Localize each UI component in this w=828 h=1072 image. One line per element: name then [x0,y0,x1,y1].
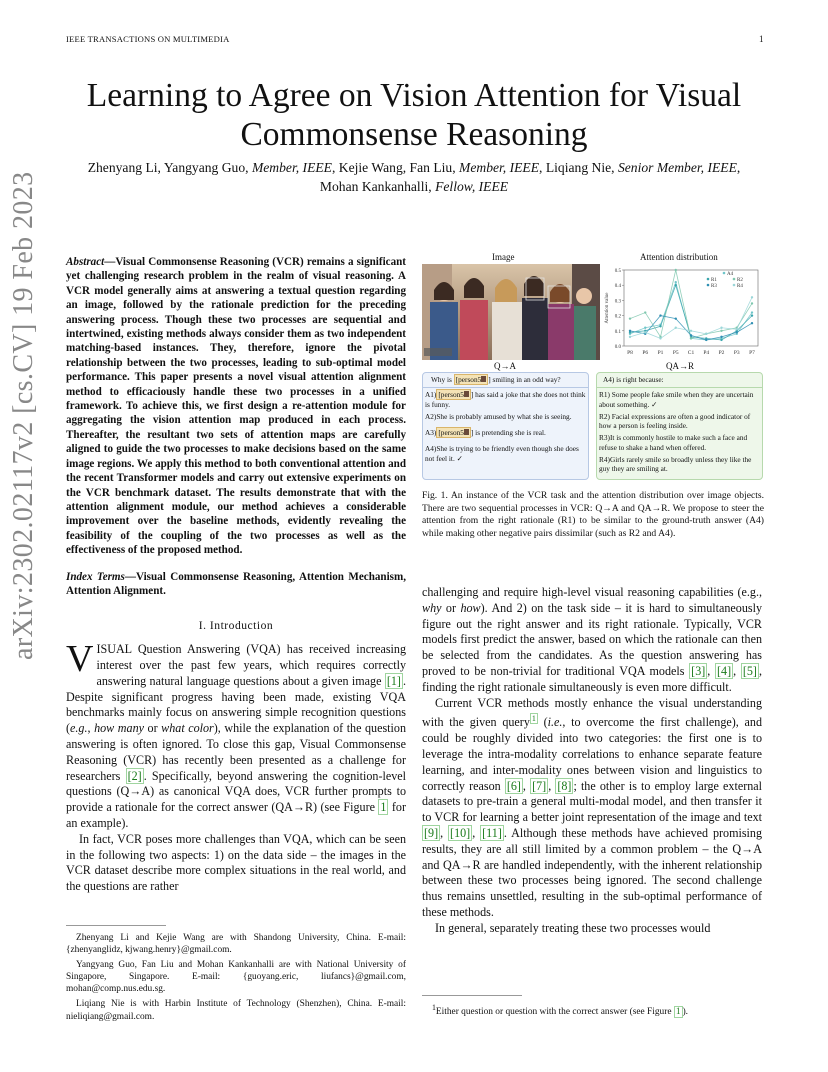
text: , finding the right rationale simultaneously is even more difficult. [422,663,762,694]
person-tag [454,374,489,385]
drop-cap: V [66,638,94,681]
person-tag-text: [person5 [438,428,464,438]
data-point-r3 [659,314,661,316]
data-point-r4 [644,331,646,333]
rationale-text: Some people fake smile when they are uncertain about something. ✓ [599,390,754,409]
legend-marker [707,278,710,281]
data-point-r3 [690,334,692,336]
rationale-id: R1) [599,390,610,400]
qa-r-label: QA→R [666,361,695,371]
figure-link[interactable]: 1 [380,800,387,815]
author-membership: Fellow, IEEE [435,179,509,194]
data-point-r2 [675,269,677,271]
question-line [423,373,588,388]
rationale-option[interactable] [597,433,762,452]
person-thumb-icon [464,429,469,435]
figure-caption [422,490,764,540]
caption-label: Fig. 1. [422,490,448,501]
text: ; the other is to employ large external datasets to pre-train a general multi-modal model, and then transfer it to VCR for learning a better joint representation of the image and text [422,778,763,825]
citation-link[interactable]: [10] [450,825,471,840]
footnote-divider [66,925,166,926]
data-point-a4 [644,327,646,329]
abstract-label: Abstract [66,256,105,268]
x-tick-label: P3 [733,350,740,356]
text: how many [94,721,144,736]
section-title: I. Introduction [198,619,274,633]
data-point-r4 [675,327,677,329]
author-membership: Member, IEEE [251,160,332,175]
data-point-r3 [629,330,631,332]
legend-marker [733,278,736,281]
data-point-r1 [751,314,753,316]
data-point-r3 [705,339,707,341]
text: , [707,663,716,678]
text: ( [537,715,548,730]
legend-label: R3 [711,283,717,289]
data-point-r2 [720,330,722,332]
scene-photo [422,264,600,360]
citation-link[interactable]: [6] [506,778,521,793]
rationale-id: R3) [599,433,610,443]
text: ISUAL Question Answering (VQA) has received increasing interest over the past few years, which requires correctly answering natural language questions about a given image [96,642,406,688]
page-number: 1 [759,34,764,44]
index-terms-text: —Visual Commonsense Reasoning, Attention Mechanism, Attention Alignment. [66,570,406,597]
body-paragraph [422,696,762,921]
person-thumb-icon [481,376,486,382]
text: ). And 2) on the task side – it is hard to simultaneously figure out the right answer and its right rationale. Typically, VCR models first predict the answer, based on which the rationale can then be selected from the candidates. As the question answering has proved to be non-trivial for traditional VQA models [422,600,763,678]
x-tick-label: P8 [627,350,633,356]
paper-title: Learning to Agree on Vision Attention for Visual Commonsense Reasoning [86,77,742,153]
y-tick-label: 0.3 [614,299,621,305]
author-membership: Member, IEEE [459,160,540,175]
text: , [472,825,481,840]
footnote: Zhenyang Li and Kejie Wang are with Shandong University, China. E-mail: {zhenyanglidz, kjwang.henry}@gmail.com. [66,933,406,956]
person-tag-text: [person5 [438,390,464,400]
rationale-option[interactable] [597,455,762,474]
rationale-panel [596,372,763,480]
data-point-r3 [751,322,753,324]
person-tag-text: [person5 [455,375,482,384]
legend-label: R2 [737,277,743,283]
author-membership: Senior Member, IEEE [617,160,737,175]
text: , [733,663,741,678]
citation-link[interactable]: [4] [717,663,732,678]
legend-label: A4 [727,271,734,277]
answer-text: ] is pretending she is real. [470,428,546,438]
index-terms-label: Index Terms [66,570,125,583]
data-point-r3 [675,317,677,319]
x-tick-label: P7 [749,350,755,356]
rationale-text: Facial expressions are often a good indicator of how a person is feeling inside. [599,411,751,431]
journal-header: IEEE TRANSACTIONS ON MULTIMEDIA [66,34,230,44]
person-thumb-icon [464,391,469,397]
scene-illustration [422,264,600,360]
figure-link[interactable]: 1 [675,1007,681,1018]
right-column [422,585,762,937]
y-tick-label: 0.2 [614,314,621,320]
affiliation-footnotes [66,925,406,1026]
data-point-r2 [629,317,631,319]
image-label: Image [492,252,515,262]
answer-option[interactable] [423,444,588,463]
text: . Despite significant progress having been made, existing VQA benchmarks mainly focus on answering simple recognition questions ( [66,673,406,736]
citation-link[interactable]: [5] [742,663,757,678]
answer-option[interactable] [423,412,588,421]
legend-marker [733,284,736,287]
answer-id: A1) [425,390,437,400]
x-tick-label: C1 [687,350,695,356]
data-point-r3 [736,331,738,333]
attention-chart [602,264,764,364]
x-tick-label: P4 [703,350,710,356]
text: how [460,600,481,615]
body-paragraph [422,585,762,696]
data-point-r1 [675,284,677,286]
authors-text: Zhenyang Li, Yangyang Guo, [87,160,249,175]
text: what color [161,721,214,736]
y-tick-label: 0.0 [614,345,621,350]
y-tick-label: 0.1 [614,329,621,335]
citation-link[interactable]: [2] [127,768,142,783]
citation-link[interactable]: [1] [386,673,401,688]
text: or [441,600,461,615]
data-point-r4 [705,333,707,335]
data-point-r4 [736,328,738,330]
legend-marker [723,272,726,275]
text: , [548,778,556,793]
data-point-a4 [751,311,753,313]
intro-paragraph-1 [66,638,407,832]
question-text: ] smiling in an odd way? [488,375,561,384]
legend-label: R4 [737,283,743,289]
footnote: Liqiang Nie is with Harbin Institute of Technology (Shenzhen), China. E-mail: nieliqiang@gmail.com. [66,999,406,1022]
figure-1 [422,250,764,485]
chart-label: Attention distribution [640,252,718,262]
text: . Although these methods have achieved promising results, they are all still limited by a common problem – the Q→A and QA→R are handled independently, with the inherent relationship between these two processes being ignored. The second challenge thus remains unsettled, resulting in the sub-optimal performance of these methods. [422,825,763,919]
text: Current VCR methods mostly enhance the visual understanding with the given query [422,695,762,730]
footnote: Yangyang Guo, Fan Liu and Mohan Kankanhalli are with National University of Singapore, Singapore. E-mail: {guoyang.eric, liufancs}@gmail.com, mohan@comp.nus.edu.sg. [66,960,406,995]
x-tick-label: P5 [672,350,679,356]
rationale-option[interactable] [597,412,762,431]
legend-marker [707,284,710,287]
question-text: Why is [431,375,454,384]
text: . Specifically, beyond answering the cognition-level questions (Q→A) as canonical VQA does, VCR further prompts to provide a rationale for the correct answer (QA→R) (see Figure [66,768,407,815]
data-point-r3 [720,336,722,338]
footnote-text: ). [682,1007,689,1018]
answer-id: A2) [425,411,437,421]
citation-link[interactable]: [3] [691,663,706,678]
text: i.e. [547,715,563,730]
answer-option[interactable] [423,390,588,409]
answer-option[interactable] [423,428,588,437]
answer-id: A3) [425,428,437,438]
answer-id: A4) [425,444,437,454]
data-point-r1 [720,339,722,341]
x-tick-label: P6 [642,350,649,356]
x-tick-label: P2 [718,350,725,356]
person-tag [436,427,471,438]
caption-text: An instance of the VCR task and the attention distribution over image objects. There are two sequential processes in VCR: Q→A and QA→R. We propose to steer the attention from the right rationale (R1) to be similar to the ground-truth answer (A4) while making other negative pairs dissimilar (such as R2 and A4). [422,490,765,539]
query-footnote [422,995,762,1018]
text: why [422,600,442,615]
intro-paragraph-2: In fact, VCR poses more challenges than VQA, which can be seen in the following two aspects: 1) on the data side – the images in the VCR dataset describe more complex situations in the real world, and the questions are rather [66,831,406,894]
data-point-r2 [690,337,692,339]
author-list [70,158,758,196]
index-terms [66,570,406,599]
footnote-divider [422,995,522,996]
y-tick-label: 0.4 [614,284,621,290]
data-point-r4 [690,330,692,332]
text: or [143,721,162,736]
data-point-r2 [644,311,646,313]
left-column [66,255,406,895]
footnote-mark: 1 [432,1003,436,1012]
answer-text: ] has said a joke that she does not think is funny. [425,390,586,409]
text: , [440,825,449,840]
data-point-r4 [720,327,722,329]
legend-label: R1 [711,277,717,283]
data-point-r4 [751,296,753,298]
authors-text: , Mohan Kankanhalli, [319,160,741,194]
data-point-r4 [659,337,661,339]
authors-text: , Liqiang Nie, [539,160,615,175]
data-point-r1 [659,325,661,327]
citation-link[interactable]: [11] [482,825,502,840]
rationale-text: Girls rarely smile so broadly unless they like the guy they are smiling at. [599,455,752,474]
text: challenging and require high-level visual reasoning capabilities (e.g., [422,585,762,599]
rationale-id: R2) [599,411,610,421]
y-axis-label: Attention value [605,292,610,324]
answer-panel [422,372,589,480]
answer-text: She is probably amused by what she is seeing. [436,411,572,421]
arxiv-stamp: arXiv:2302.02117v2 [cs.CV] 19 Feb 2023 [8,171,39,660]
data-point-r4 [629,336,631,338]
data-point-r2 [751,302,753,304]
footnote-text: Either question or question with the correct answer (see Figure [435,1007,674,1018]
abstract [66,255,406,558]
rationale-option[interactable] [597,390,762,409]
text: for an example). [66,800,406,830]
text: e.g. [70,721,88,736]
abstract-text: —Visual Commonsense Reasoning (VCR) remains a significant yet challenging research problem in the realm of visual reasoning. A VCR model generally aims at answering a textual question regarding an image, followed by the rationale prediction for the preceding answering process. Though these two processes are sequential and intertwined, existing methods always consider them as two independent matching-based instances. They, therefore, ignore the pivotal relationship between the two processes, leading to sub-optimal model performance. This paper presents a novel visual attention alignment method to efficaciously handle these two processes in a unified framework. To achieve this, we first design a re-attention module for aggregating the vision attention map produced in each process. Thereafter, the resultant two sets of attention maps are carefully aligned to guide the two processes to make decisions based on the same image regions. We apply this method to both conventional attention and the recent Transformer models and carry out extensive experiments on the VCR benchmark dataset. The results demonstrate that with the attention alignment module, our method achieves a considerable improvement over the baseline methods, evidently revealing the feasibility of the coupling of the two processes as well as the effectiveness of the proposed method. [66,256,406,557]
text: , [522,778,531,793]
x-tick-label: P1 [657,350,664,356]
answer-text: She is trying to be friendly even though she does not feel it. ✓ [425,444,579,463]
citation-link[interactable]: [7] [532,778,547,793]
body-paragraph: In general, separately treating these two processes would [435,920,711,935]
citation-link[interactable]: [8] [557,778,572,793]
data-point-a4 [675,281,677,283]
text: ), while the explanation of the question answering is often ignored. To close this gap, Visual Commonsense Reasoning (VCR) has recently been presented as a challenge for researchers [66,721,406,783]
rationale-id: R4) [599,455,610,465]
text: , [87,721,95,736]
rationale-text: It is commonly hostile to make such a face and refuse to shake a hand when offered. [599,433,748,452]
text: , to overcome the first challenge), and could be roughly divided into two categories: the first one is to leverage the intra-modality correlations to enhance separate feature learning, and inter-modality ones between vision and linguistics to correctly reason [422,715,762,793]
q-a-label: Q→A [494,361,516,371]
footnote-link[interactable]: 1 [531,714,536,724]
rationale-header: A4) is right because: [597,373,762,388]
authors-text: , Kejie Wang, Fan Liu, [331,160,456,175]
citation-link[interactable]: [9] [424,825,439,840]
y-tick-label: 0.5 [614,269,621,274]
